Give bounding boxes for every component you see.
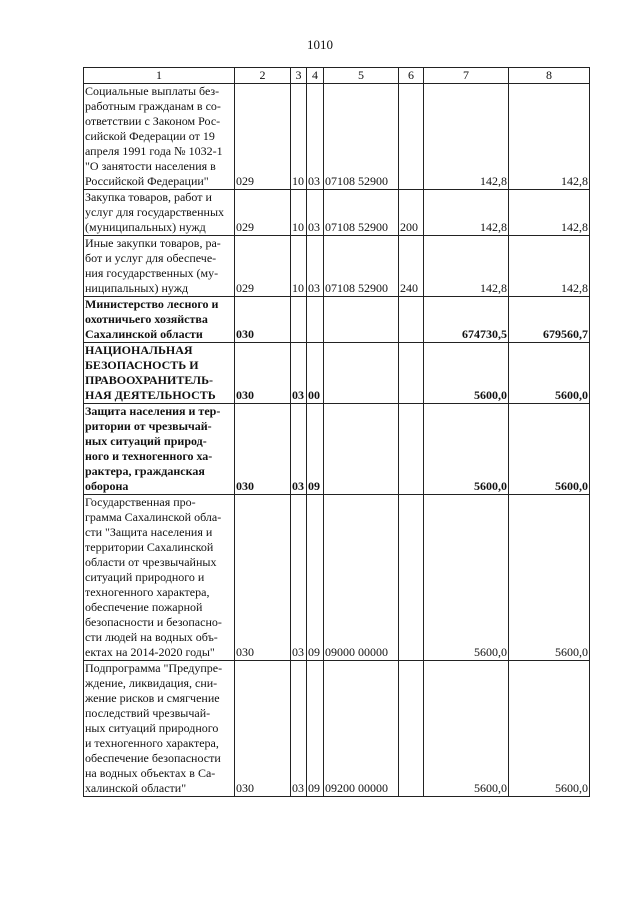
subsection-cell: 09 — [307, 404, 324, 495]
target-article-cell: 07108 52900 — [324, 236, 399, 297]
table-row — [84, 495, 590, 661]
amount-2-cell: 5600,0 — [509, 343, 590, 404]
section-cell: 03 — [291, 495, 307, 661]
section-cell: 03 — [291, 343, 307, 404]
row-name-cell: Защита населения и тер- ритории от чрезвычай- ных ситуаций природ- ного и техногенного ха- рактера, гражданская оборона — [84, 404, 235, 495]
expense-type-cell: 200 — [399, 190, 424, 236]
section-cell: 03 — [291, 404, 307, 495]
ministry-code-cell: 030 — [235, 495, 291, 661]
amount-1-cell: 142,8 — [424, 190, 509, 236]
row-name-cell: Закупка товаров, работ и услуг для государственных (муниципальных) нужд — [84, 190, 235, 236]
expense-type-cell — [399, 404, 424, 495]
ministry-code-cell: 030 — [235, 661, 291, 797]
row-name-cell: Подпрограмма "Предупре- ждение, ликвидация, сни- жение рисков и смягчение последствий чрезвычай- ных ситуаций природного и техногенного характера, обеспечение безопасности на водных объектах в Са- халинской области" — [84, 661, 235, 797]
amount-2-cell: 142,8 — [509, 84, 590, 190]
amount-1-cell: 674730,5 — [424, 297, 509, 343]
subsection-cell: 03 — [307, 236, 324, 297]
expense-type-cell — [399, 84, 424, 190]
header-cell: 4 — [307, 68, 324, 84]
ministry-code-cell: 029 — [235, 84, 291, 190]
expense-type-cell — [399, 661, 424, 797]
amount-1-cell: 142,8 — [424, 236, 509, 297]
expense-type-cell — [399, 297, 424, 343]
header-cell: 5 — [324, 68, 399, 84]
section-cell: 10 — [291, 236, 307, 297]
expense-type-cell: 240 — [399, 236, 424, 297]
target-article-cell — [324, 297, 399, 343]
section-cell: 03 — [291, 661, 307, 797]
amount-2-cell: 5600,0 — [509, 495, 590, 661]
table-row — [84, 404, 590, 495]
amount-1-cell: 5600,0 — [424, 661, 509, 797]
table-row — [84, 236, 590, 297]
table-row — [84, 661, 590, 797]
row-name-cell: Министерство лесного и охотничьего хозяйства Сахалинской области — [84, 297, 235, 343]
subsection-cell: 03 — [307, 190, 324, 236]
header-cell: 6 — [399, 68, 424, 84]
ministry-code-cell: 029 — [235, 190, 291, 236]
amount-2-cell: 142,8 — [509, 190, 590, 236]
row-name-cell: Иные закупки товаров, ра- бот и услуг для обеспече- ния государственных (му- ниципальных) нужд — [84, 236, 235, 297]
table-row — [84, 190, 590, 236]
amount-1-cell: 5600,0 — [424, 404, 509, 495]
target-article-cell: 09000 00000 — [324, 495, 399, 661]
header-cell: 3 — [291, 68, 307, 84]
amount-1-cell: 5600,0 — [424, 343, 509, 404]
ministry-code-cell: 030 — [235, 297, 291, 343]
section-cell: 10 — [291, 190, 307, 236]
target-article-cell: 07108 52900 — [324, 84, 399, 190]
section-cell: 10 — [291, 84, 307, 190]
amount-2-cell: 5600,0 — [509, 661, 590, 797]
header-cell: 1 — [84, 68, 235, 84]
ministry-code-cell: 029 — [235, 236, 291, 297]
table-row — [84, 84, 590, 190]
subsection-cell: 03 — [307, 84, 324, 190]
amount-2-cell: 5600,0 — [509, 404, 590, 495]
row-name-cell: Социальные выплаты без- работным гражданам в со- ответствии с Законом Рос- сийской Федерации от 19 апреля 1991 года № 1032-1 "О занятости населения в Российской Федерации" — [84, 84, 235, 190]
section-cell — [291, 297, 307, 343]
amount-2-cell: 142,8 — [509, 236, 590, 297]
subsection-cell: 09 — [307, 495, 324, 661]
amount-2-cell: 679560,7 — [509, 297, 590, 343]
expense-type-cell — [399, 495, 424, 661]
header-cell: 2 — [235, 68, 291, 84]
header-cell: 7 — [424, 68, 509, 84]
page-number: 1010 — [307, 37, 333, 52]
target-article-cell — [324, 343, 399, 404]
ministry-code-cell: 030 — [235, 404, 291, 495]
target-article-cell — [324, 404, 399, 495]
header-cell: 8 — [509, 68, 590, 84]
budget-table — [83, 67, 590, 797]
table-row — [84, 343, 590, 404]
row-name-cell: Государственная про- грамма Сахалинской обла- сти "Защита населения и территории Сахалинской области от чрезвычайных ситуаций природного и техногенного характера, обеспечение пожарной безопасности и безопасно- сти людей на водных объ- ектах на 2014-2020 годы" — [84, 495, 235, 661]
target-article-cell: 09200 00000 — [324, 661, 399, 797]
amount-1-cell: 5600,0 — [424, 495, 509, 661]
expense-type-cell — [399, 343, 424, 404]
amount-1-cell: 142,8 — [424, 84, 509, 190]
target-article-cell: 07108 52900 — [324, 190, 399, 236]
subsection-cell — [307, 297, 324, 343]
row-name-cell: НАЦИОНАЛЬНАЯ БЕЗОПАСНОСТЬ И ПРАВООХРАНИТЕЛЬ- НАЯ ДЕЯТЕЛЬНОСТЬ — [84, 343, 235, 404]
subsection-cell: 00 — [307, 343, 324, 404]
subsection-cell: 09 — [307, 661, 324, 797]
ministry-code-cell: 030 — [235, 343, 291, 404]
header-row — [84, 68, 590, 84]
table-row — [84, 297, 590, 343]
